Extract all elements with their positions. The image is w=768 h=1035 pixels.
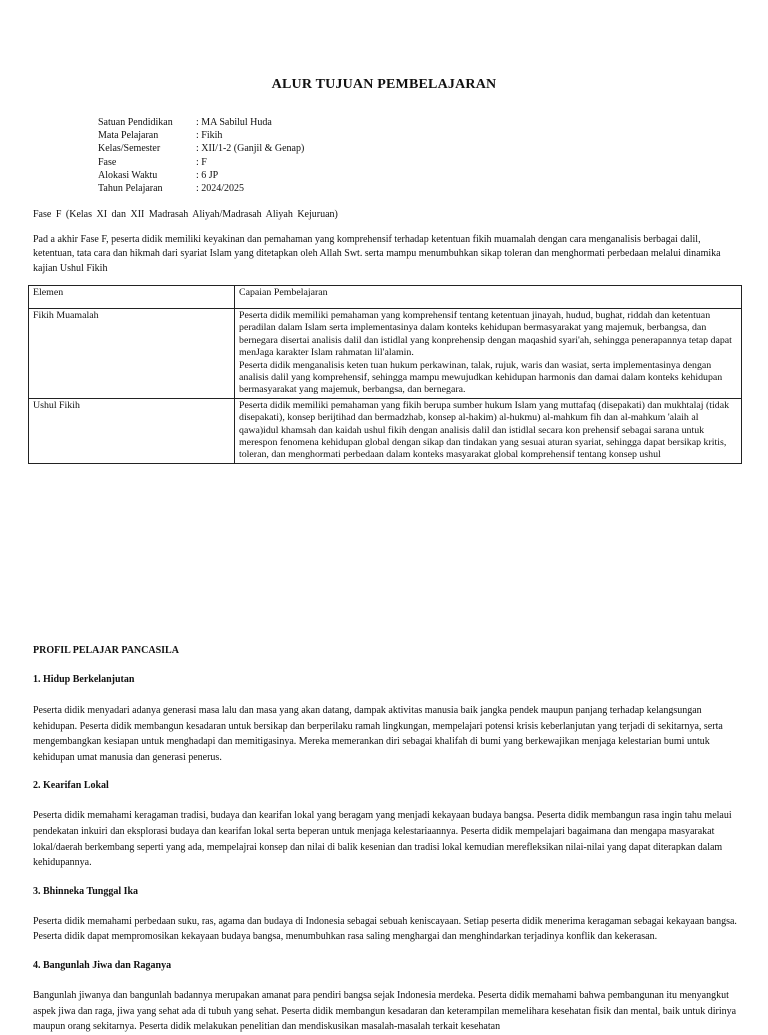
elemen-cell: Fikih Muamalah <box>29 309 235 399</box>
document-title: ALUR TUJUAN PEMBELAJARAN <box>271 77 497 92</box>
identity-row <box>98 129 304 142</box>
table-header-row <box>29 286 742 309</box>
capaian-umum-paragraph: Pad a akhir Fase F, peserta didik memiliki keyakinan dan pemahaman yang komprehensif terhadap ketentuan fikih muamalah dengan cara menganalisis berbagai dalil, ketentuan, tata cara dan hikmah dari syariat Islam yang ditetapkan oleh Allah Swt. serta mampu menumbuhkan sikap toleran dan menghormati perbedaan melalui dinamika kajian Ushul Fikih <box>33 234 721 274</box>
elemen-cell: Ushul Fikih <box>29 398 235 463</box>
identity-row <box>98 156 304 169</box>
profil-subheading: 2. Kearifan Lokal <box>33 780 109 792</box>
capaian-paragraph: Peserta didik memiliki pemahaman yang fikih berupa sumber hukum Islam yang muttafaq (disepakati) dan mukhtalaj (tidak disepakati), konsep berijtihad dan bermadzhab, konsep al-hakim) al-hukmu) al-mahkum fih dan al-mahkum 'alaih al qawa)idul khamsah dan kaidah ushul fikih dengan analisis dalil dan istidlal secara kon prehensif sebagai sarana untuk merespon fenomena kehidupan global dengan sikap dan tindakan yang sesuai aturan syariat, sehingga dapat bersikap kritis, toleran, dan menghormati perbedaan dalam konteks masyarakat global komprehensif tentang konsep ushul <box>239 399 730 461</box>
profil-paragraph: Bangunlah jiwanya dan bangunlah badannya merupakan amanat para pendiri bangsa sejak Indonesia merdeka. Peserta didik memahami bahwa pembangunan itu menyangkut aspek jiwa dan raga, jiwa yang sehat ada di tubuh yang sehat. Peserta didik membangun kesadaran dan keterampilan memelihara kesehatan fisik dan mental, baik untuk dirinya maupun orang sekitarnya. Peserta didik melakukan penelitian dan mendiskusikan masalah-masalah terkait kesehatan <box>33 989 737 1033</box>
profil-paragraph: Peserta didik memahami perbedaan suku, ras, agama dan budaya di Indonesia sebagai sebuah keniscayaan. Setiap peserta didik menerima keragaman sebagai kekayaan bangsa. Peserta didik dapat mempromosikan kekayaan budaya bangsa, menumbuhkan rasa saling menghargai dan menghindarkan terjadinya konflik dan kekerasan. <box>33 915 737 943</box>
table-row <box>29 398 742 463</box>
fase-heading: Fase F (Kelas XI dan XII Madrasah Aliyah/Madrasah Aliyah Kejuruan) <box>33 209 338 220</box>
identity-label: Kelas/Semester <box>98 143 161 155</box>
identity-row <box>98 182 304 195</box>
capaian-table <box>28 285 742 464</box>
capaian-cell <box>235 309 742 399</box>
identity-value: : 6 JP <box>196 169 219 181</box>
header-capaian: Capaian Pembelajaran <box>235 286 742 309</box>
profil-subheading: 4. Bangunlah Jiwa dan Raganya <box>33 959 172 971</box>
profil-heading: PROFIL PELAJAR PANCASILA <box>33 645 179 656</box>
profil-subheading: 3. Bhinneka Tunggal Ika <box>33 885 139 897</box>
identity-value: : Fikih <box>196 130 223 142</box>
identity-block <box>98 116 304 195</box>
identity-value: : 2024/2025 <box>196 183 245 195</box>
identity-row <box>98 142 304 155</box>
identity-row <box>98 169 304 182</box>
table-row <box>29 309 742 399</box>
header-elemen: Elemen <box>29 286 235 309</box>
identity-label: Tahun Pelajaran <box>98 183 163 195</box>
capaian-paragraph: Peserta didik menganalisis keten tuan hukum perkawinan, talak, rujuk, waris dan wasiat, serta implementasinya dengan analisis dalil yang komprehensif, sehingga mampu mewujudkan kehidupan harmonis dan damai dalam konteks kehidupan bermasyarakat yang majemuk, berbangsa, dan bernegara. <box>239 359 723 396</box>
profil-subheading: 1. Hidup Berkelanjutan <box>33 674 135 685</box>
identity-value: : XII/1-2 (Ganjil & Genap) <box>196 143 305 155</box>
identity-row <box>98 116 304 129</box>
profil-paragraph: Peserta didik memahami keragaman tradisi, budaya dan kearifan lokal yang beragam yang menjadi kekayaan budaya bangsa. Peserta didik membangun rasa ingin tahu melaui pendekatan inkuiri dan eksplorasi budaya dan kearifan lokal serta beperan untuk menjaga kelestariaannya. Peserta didik mempelajari bagaimana dan mengapa masyarakat lokal/daerah berkembang seperti yang ada, mempelajrai konsep dan nilai di balik kesenian dan tradisi lokal kemudian merefleksikan nilai-nilai yang dapat diterapkan dalam kehidupannya. <box>33 810 732 869</box>
identity-value: : F <box>196 156 207 168</box>
capaian-paragraph: Peserta didik memiliki pemahaman yang komprehensif tentang ketentuan jinayah, hudud, bughat, riddah dan ketentuan peradilan dalam Islam serta implementasinya dalam konteks kehidupan bermasyarakat yang majemuk, berbangsa, dan bernegara disertai analisis dalil dan istidlal yang konprehensip dengan maqashid syari'ah, sehingga penerapannya tetap dapat menJaga karakter Islam rahmatan lil'alamin. <box>239 310 732 359</box>
capaian-cell <box>235 398 742 463</box>
identity-label: Mata Pelajaran <box>98 130 159 142</box>
identity-label: Fase <box>98 156 117 168</box>
profil-section <box>33 644 737 1035</box>
identity-label: Satuan Pendidikan <box>98 117 173 128</box>
profil-paragraph: Peserta didik menyadari adanya generasi masa lalu dan masa yang akan datang, dampak aktivitas manusia baik jangka pendek maupun panjang terhadap kelangsungan kehidupan. Peserta didik membangun kesadaran untuk bersikap dan berperilaku ramah lingkungan, mempelajari potensi krisis keberlanjutan yang terjadi di sekitarnya, serta mengembangkan kesiapan untuk menghadapi dan memitigasinya. Mereka memerankan diri sebagai khalifah di bumi yang berkewajikan menjaga kelestarian bumi untuk kehidupan umat manusia dan generasi penerus. <box>33 705 723 763</box>
identity-value: : MA Sabilul Huda <box>196 117 272 128</box>
identity-label: Alokasi Waktu <box>98 169 158 181</box>
